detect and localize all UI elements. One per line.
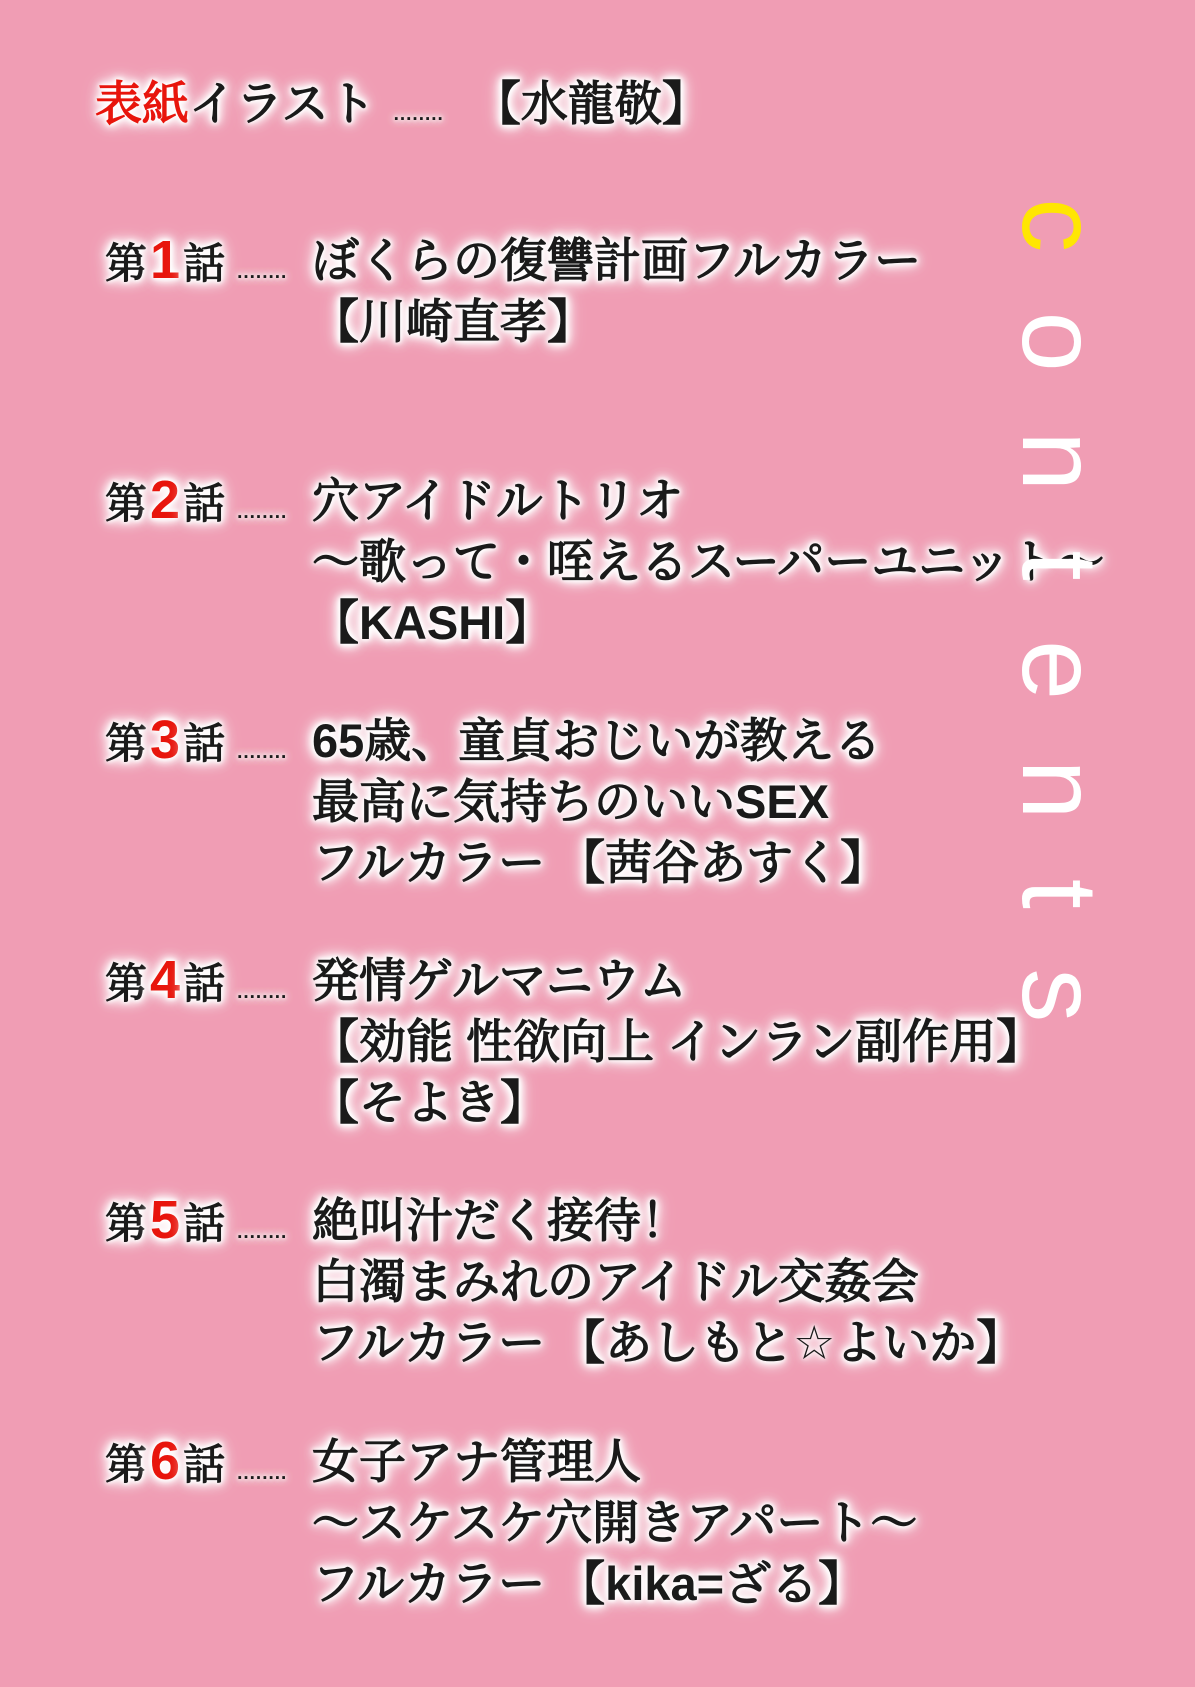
chapter-number: 5 xyxy=(150,1190,181,1250)
contents-first-letter: c xyxy=(1000,198,1121,312)
chapter-label-suffix: 話 xyxy=(183,1441,226,1488)
chapter-label xyxy=(105,950,287,1023)
chapter-label xyxy=(105,470,287,543)
cover-credit-line xyxy=(95,73,709,145)
chapter-title-line: 穴アイドルトリオ xyxy=(312,474,684,527)
chapter-title xyxy=(312,470,1104,653)
chapter-label-suffix: 話 xyxy=(183,960,226,1007)
chapter-title-line: 絶叫汁だく接待！ xyxy=(312,1194,688,1247)
chapter-title-line: 【川崎直孝】 xyxy=(312,295,594,348)
leader-dots: ........ xyxy=(237,502,288,523)
chapter-label-prefix: 第 xyxy=(105,960,148,1007)
chapter-label-prefix: 第 xyxy=(105,1441,148,1488)
leader-dots: ........ xyxy=(237,1222,288,1243)
chapter-title xyxy=(312,1190,1023,1373)
cover-label: イラスト xyxy=(189,77,376,130)
chapter-title xyxy=(312,230,921,352)
chapter-title-line: ～スケスケ穴開きアパート～ xyxy=(312,1496,918,1549)
chapter-title-line: 【そよき】 xyxy=(312,1076,547,1129)
leader-dots: ........ xyxy=(237,1463,288,1484)
leader-dots: ........ xyxy=(393,104,444,125)
leader-dots: ........ xyxy=(237,262,288,283)
chapter-label-prefix: 第 xyxy=(105,240,148,287)
chapter-label xyxy=(105,710,287,783)
leader-dots: ........ xyxy=(237,982,288,1003)
chapter-title-line: 65歳、童貞おじいが教える xyxy=(312,714,882,767)
chapter-title-line: 【KASHI】 xyxy=(312,596,553,649)
chapter-title-line: ～歌って・咥えるスーパーユニット～ xyxy=(312,535,1105,588)
chapter-title xyxy=(312,950,1043,1133)
chapter-title-line: 最高に気持ちのいいSEX xyxy=(312,775,830,828)
contents-rest-letters: ontents xyxy=(1000,311,1121,1082)
chapter-label-suffix: 話 xyxy=(183,720,226,767)
chapter-title-line: 女子アナ管理人 xyxy=(312,1435,641,1488)
chapter-title-line: ぼくらの復讐計画フルカラー xyxy=(312,234,922,287)
chapter-label xyxy=(105,230,287,303)
chapter-label-prefix: 第 xyxy=(105,480,148,527)
chapter-title xyxy=(312,710,887,893)
cover-label-highlight: 表紙 xyxy=(95,77,189,130)
chapter-label xyxy=(105,1431,287,1504)
chapter-title-line: 白濁まみれのアイドル交姦会 xyxy=(312,1255,919,1308)
cover-artist: 【水龍敬】 xyxy=(473,77,709,130)
leader-dots: ........ xyxy=(237,742,288,763)
chapter-title-line: フルカラー 【kika=ざる】 xyxy=(312,1557,866,1610)
chapter-label-suffix: 話 xyxy=(183,240,226,287)
chapter-number: 6 xyxy=(150,1431,181,1491)
chapter-label-suffix: 話 xyxy=(183,1200,226,1247)
chapter-label-prefix: 第 xyxy=(105,1200,148,1247)
contents-vertical-title xyxy=(1000,198,1121,1082)
chapter-label xyxy=(105,1190,287,1263)
chapter-label-prefix: 第 xyxy=(105,720,148,767)
chapter-number: 2 xyxy=(150,470,181,530)
chapter-number: 4 xyxy=(150,950,181,1010)
chapter-number: 3 xyxy=(150,710,181,770)
chapter-label-suffix: 話 xyxy=(183,480,226,527)
chapter-title-line: フルカラー 【あしもと☆よいか】 xyxy=(312,1316,1024,1369)
chapter-title xyxy=(312,1431,917,1614)
chapter-number: 1 xyxy=(150,230,181,290)
chapter-title-line: 発情ゲルマニウム xyxy=(312,954,687,1007)
chapter-title-line: フルカラー 【茜谷あすく】 xyxy=(312,836,888,889)
chapter-title-line: 【効能 性欲向上 インラン副作用】 xyxy=(312,1015,1044,1068)
